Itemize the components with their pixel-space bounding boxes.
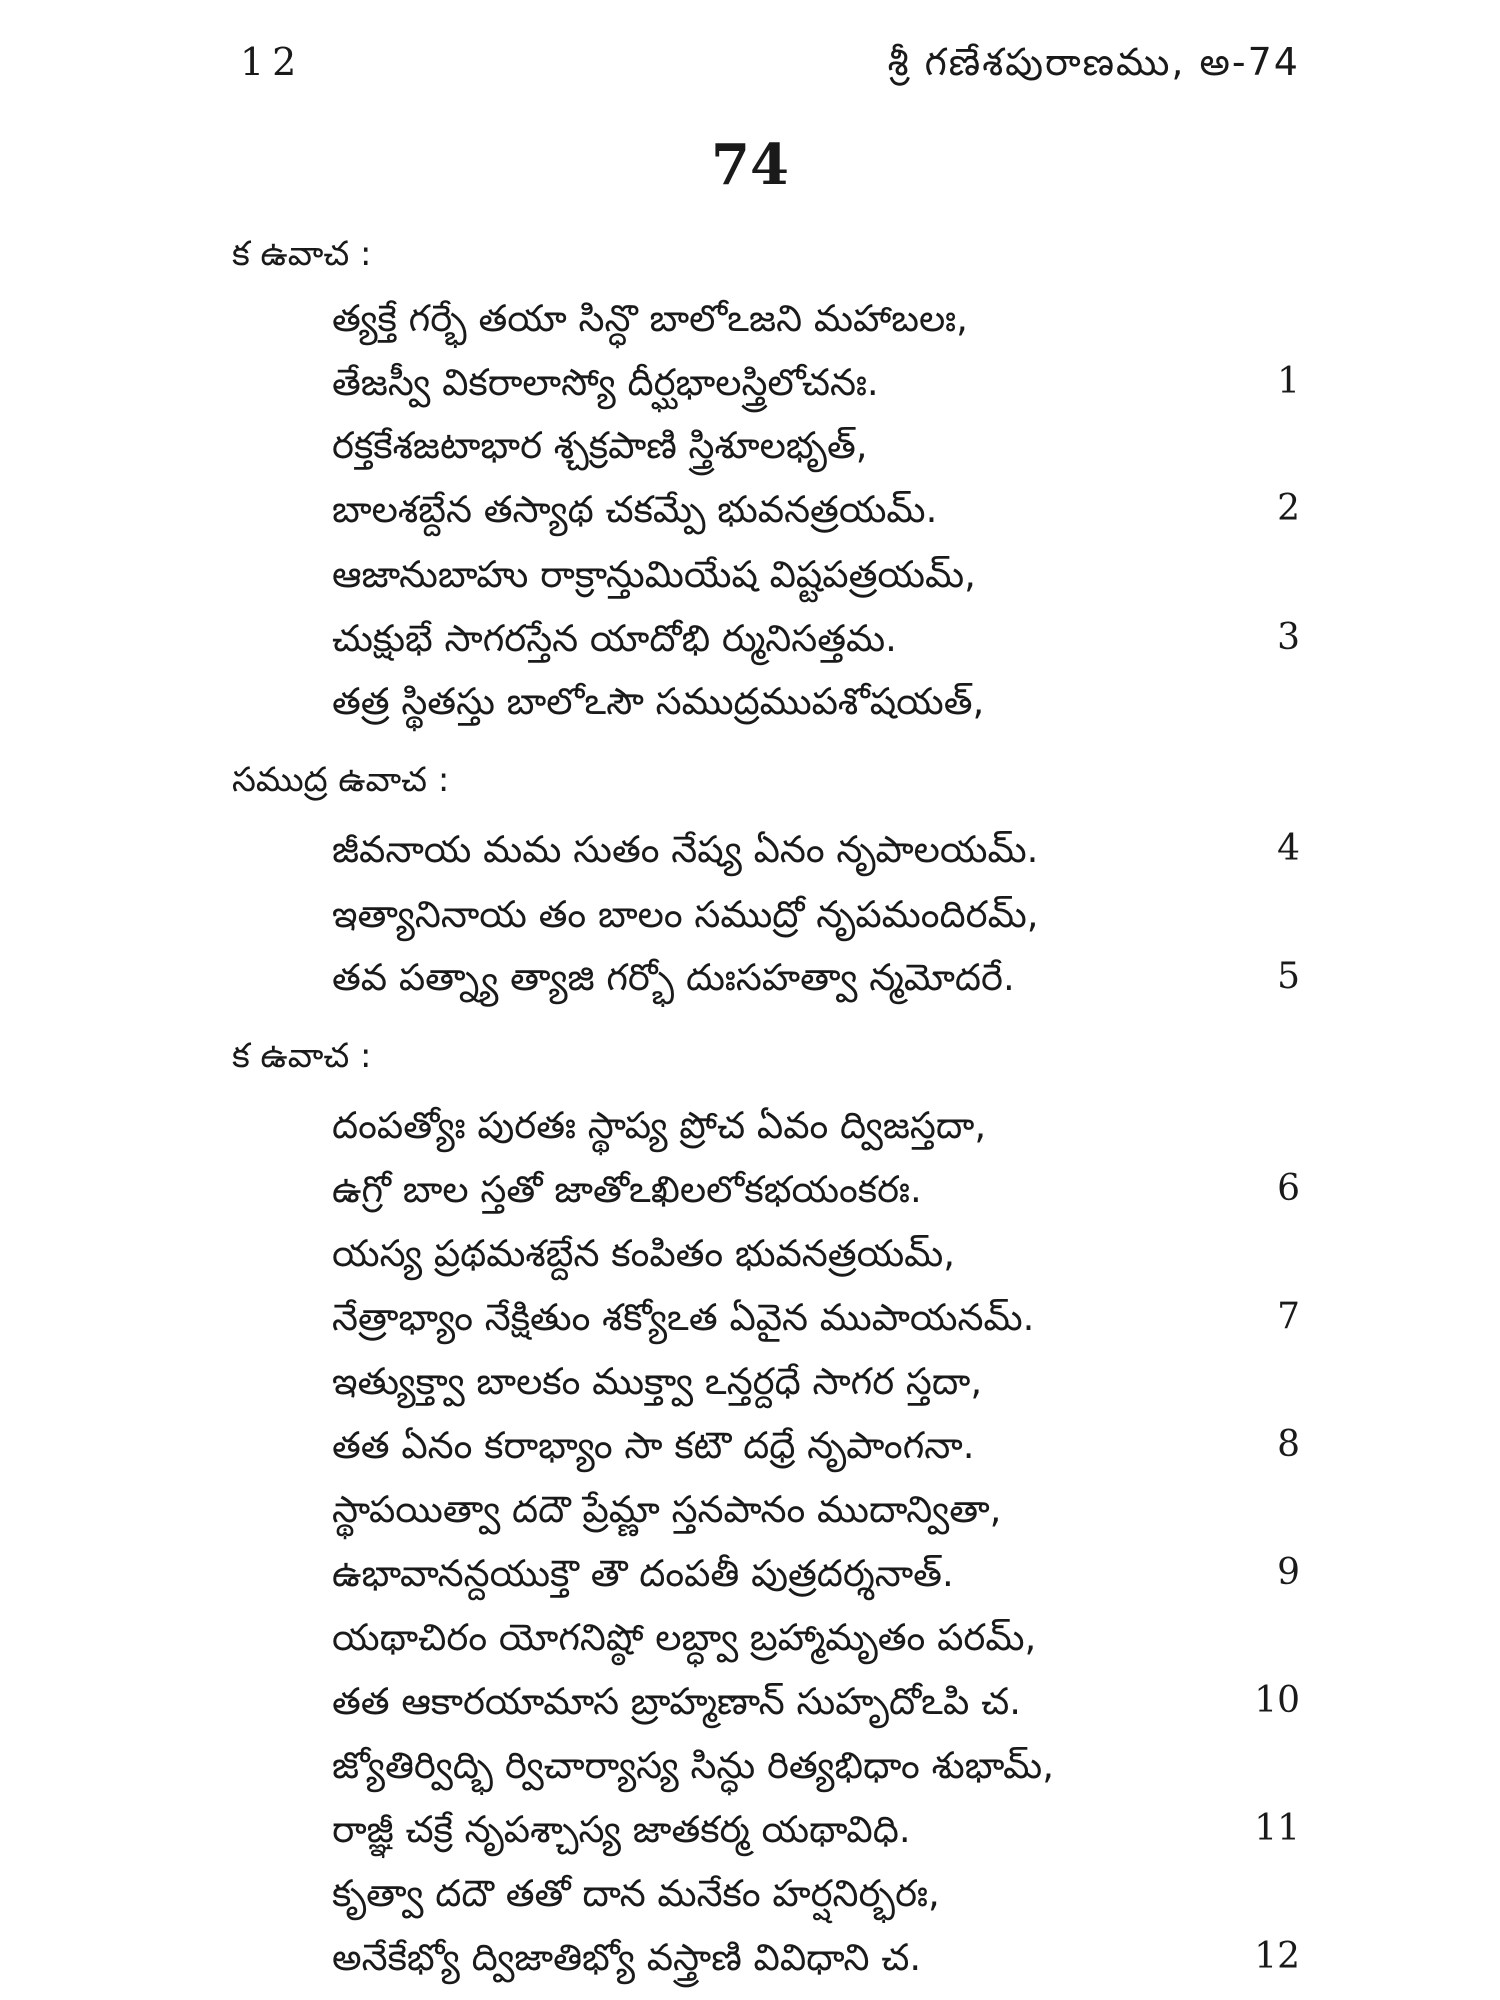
- verse-line: రాజ్ఞీ చక్రే నృపశ్చాస్య జాతకర్మ యథావిధి.: [332, 1808, 911, 1851]
- verse-line: యథాచిరం యోగనిష్ఠో లబ్ధ్వా బ్రహ్మామృతం పరమ్,: [332, 1616, 1037, 1659]
- verse-line: యస్య ప్రథమశబ్దేన కంపితం భువనత్రయమ్,: [332, 1232, 956, 1275]
- verse-number: 7: [1277, 1296, 1300, 1337]
- verse-line: తేజస్వీ వికరాలాస్యో దీర్ఘభాలస్త్రిలోచనః.: [332, 361, 879, 404]
- verse-number: 12: [1254, 1936, 1300, 1977]
- chapter-number: 74: [711, 132, 789, 198]
- verse-number: 4: [1277, 828, 1300, 869]
- verse-line: త్యక్తే గర్భే తయా సిన్ధొ బాలోఽజని మహాబలః,: [332, 297, 968, 340]
- verse-line: స్థాపయిత్వా దదౌ ప్రేమ్ణా స్తనపానం ముదాన్వితా,: [332, 1488, 1002, 1531]
- speaker-label: క ఉవాచ :: [232, 234, 372, 274]
- verse-number: 11: [1254, 1808, 1300, 1849]
- verse-number: 8: [1277, 1424, 1300, 1465]
- verse-line: అనేకేభ్యో ద్విజాతిభ్యో వస్త్రాణి వివిధాని చ.: [332, 1936, 922, 1979]
- verse-line: రక్తకేశజటాభార శ్చక్రపాణి స్త్రిశూలభృత్,: [332, 424, 868, 467]
- verse-line: చుక్షుభే సాగరస్తేన యాదోభి ర్మునిసత్తమ.: [332, 617, 897, 660]
- verse-line: తత ఏనం కరాభ్యాం సా కటౌ దధ్రే నృపాంగనా.: [332, 1424, 975, 1467]
- verse-line: జీవనాయ మమ సుతం నేష్య ఏనం నృపాలయమ్.: [332, 828, 1039, 871]
- verse-line: కృత్వా దదౌ తతో దాన మనేకం హర్షనిర్భరః,: [332, 1872, 940, 1915]
- verse-line: దంపత్యోః పురతః స్థాప్య ప్రోచ ఏవం ద్విజస్తదా,: [332, 1104, 987, 1147]
- speaker-label: సముద్ర ఉవాచ :: [232, 760, 450, 800]
- verse-line: తత ఆకారయామాస బ్రాహ్మణాన్ సుహృదోఽపి చ.: [332, 1680, 1021, 1723]
- verse-line: తవ పత్న్యా త్యాజి గర్భో దుఃసహత్వా న్మమోదరే.: [332, 956, 1015, 999]
- verse-line: ఆజానుబాహు రాక్రాన్తుమియేష విష్టపత్రయమ్,: [332, 553, 976, 596]
- page-number: 12: [240, 40, 305, 84]
- verse-number: 5: [1277, 956, 1300, 997]
- verse-line: జ్యోతిర్విద్భి ర్విచార్యాస్య సిన్ధు రిత్యభిధాం శుభామ్,: [332, 1744, 1054, 1787]
- verse-line: ఇత్యానినాయ తం బాలం సముద్రో నృపమందిరమ్,: [332, 893, 1039, 936]
- verse-number: 1: [1277, 361, 1300, 402]
- verse-line: బాలశబ్దేన తస్యాథ చకమ్పే భువనత్రయమ్.: [332, 488, 938, 531]
- verse-number: 6: [1277, 1168, 1300, 1209]
- running-head: శ్రీ గణేశపురాణము, అ-74: [887, 40, 1300, 84]
- verse-line: నేత్రాభ్యాం నేక్షితుం శక్యోఽత ఏవైన ముపాయనమ్.: [332, 1296, 1035, 1339]
- verse-line: ఉగ్రో బాల స్తతో జాతోఽఖిలలోకభయంకరః.: [332, 1168, 922, 1211]
- verse-line: తత్ర స్థితస్తు బాలోఽసౌ సముద్రముపశోషయత్,: [332, 680, 985, 723]
- verse-line: ఉభావానన్దయుక్తౌ తౌ దంపతీ పుత్రదర్శనాత్.: [332, 1552, 954, 1595]
- verse-number: 3: [1277, 617, 1300, 658]
- verse-number: 10: [1254, 1680, 1300, 1721]
- verse-number: 9: [1277, 1552, 1300, 1593]
- speaker-label: క ఉవాచ :: [232, 1036, 372, 1076]
- verse-line: ఇత్యుక్త్వా బాలకం ముక్త్వా ఽన్తర్దధే సాగర స్తదా,: [332, 1360, 983, 1403]
- verse-number: 2: [1277, 488, 1300, 529]
